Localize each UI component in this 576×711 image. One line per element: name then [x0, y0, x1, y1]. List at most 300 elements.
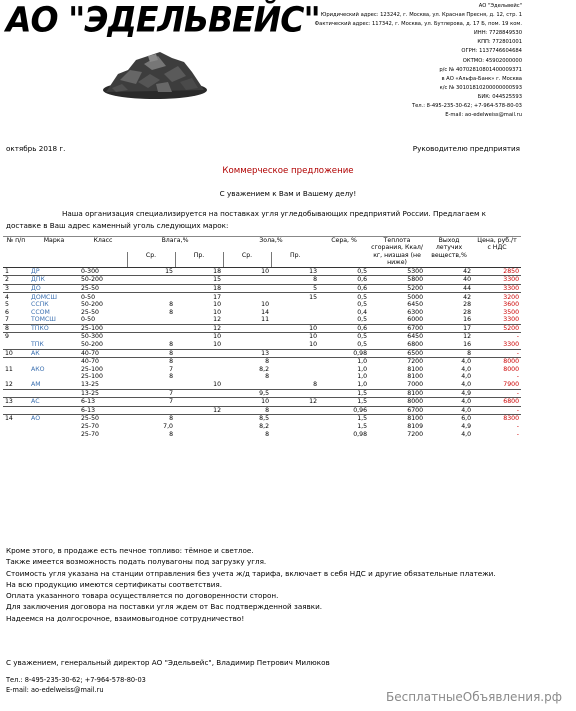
- cell-price: 3300: [503, 284, 520, 292]
- header-ash: Зола,%: [223, 237, 319, 252]
- footer-line: Также имеется возможность подать полувагоны под загрузку угля.: [6, 557, 267, 567]
- cell-class: 25-100: [81, 365, 103, 373]
- cell-price: -: [516, 373, 520, 381]
- footer-line: Для заключения договора на поставки угля ждем от Вас подтвержденной заявки.: [6, 602, 323, 612]
- cell-moisture-avg: 7,0: [163, 423, 173, 430]
- cell-moisture-max: 17: [213, 293, 222, 301]
- cell-sulfur: 0,5: [357, 341, 368, 349]
- cell-class: 6-13: [81, 406, 96, 414]
- cell-moisture-max: [175, 398, 223, 407]
- cell-heat: 6700: [407, 406, 424, 414]
- cell-price: 3500: [503, 308, 520, 316]
- cell-moisture-avg: 8: [169, 301, 173, 309]
- cell-moisture-avg: 7: [169, 398, 173, 406]
- cell-ash-max: [271, 415, 319, 423]
- cell-num: 7: [5, 316, 9, 324]
- contacts: [6, 676, 146, 695]
- cell-ash-max: [271, 301, 319, 309]
- cell-brand: АО: [31, 415, 41, 423]
- cell-moisture-max: [175, 358, 223, 366]
- cell-heat: 5000: [407, 293, 424, 301]
- cell-volatile: 16: [463, 341, 472, 349]
- cell-ash-avg: 10: [261, 267, 270, 275]
- cell-brand: ТОМСШ: [31, 316, 56, 324]
- cell-moisture-max: [175, 415, 223, 423]
- header-ash-max: Пр.: [271, 252, 319, 267]
- cell-heat: 5800: [407, 276, 424, 284]
- table-row: [3, 284, 521, 293]
- cell-class: 25-100: [81, 373, 103, 381]
- cell-volatile: 28: [463, 301, 472, 309]
- cell-sulfur: 0,98: [353, 430, 368, 438]
- cell-sulfur: 0,98: [353, 349, 368, 357]
- cell-ash-max: 10: [309, 324, 318, 332]
- cell-ash-max: [271, 431, 319, 439]
- cell-ash-max: 10: [309, 341, 318, 349]
- cell-sulfur: 0,6: [357, 284, 368, 292]
- cell-num: [3, 389, 29, 398]
- cell-sulfur: 1,5: [357, 398, 368, 406]
- cell-heat: 7200: [407, 430, 424, 438]
- cell-heat: 6450: [407, 333, 424, 341]
- cell-price: -: [516, 406, 520, 414]
- cell-heat: 8100: [407, 389, 424, 397]
- cell-ash-max: [271, 349, 319, 358]
- cell-brand: [29, 358, 79, 366]
- cell-moisture-avg: 15: [165, 267, 173, 275]
- cell-moisture-avg: 7: [169, 365, 173, 373]
- header-class: Класс: [79, 237, 127, 252]
- cell-moisture-max: [175, 366, 223, 374]
- cell-sulfur: 0,5: [357, 333, 368, 341]
- cell-moisture-avg: 8: [169, 430, 173, 438]
- cell-class: 25-100: [81, 324, 103, 332]
- company-title: АО "ЭДЕЛЬВЕЙС": [6, 0, 320, 40]
- cell-brand: [29, 373, 79, 381]
- cell-num: 2: [5, 276, 9, 284]
- cell-num: 13: [5, 398, 13, 406]
- cell-moisture-max: 18: [213, 284, 222, 292]
- cell-price: 3300: [503, 316, 520, 324]
- cell-num: [3, 341, 29, 349]
- cell-num: 11: [5, 365, 13, 373]
- cell-volatile: 4,0: [461, 430, 472, 438]
- header-volatile: Выход летучих веществ,%: [425, 237, 473, 268]
- cell-ash-avg: 13: [261, 349, 270, 357]
- cell-ash-max: [271, 358, 319, 366]
- cell-moisture-max: 10: [213, 381, 222, 389]
- cell-moisture-avg: 7: [169, 389, 173, 397]
- footer-line: Кроме этого, в продаже есть печное топливо: тёмное и светлое.: [6, 546, 254, 555]
- cell-price: 3300: [503, 276, 520, 284]
- cell-num: [3, 431, 29, 439]
- table-row: [3, 324, 521, 333]
- cell-heat: 8109: [407, 423, 424, 430]
- table-row: [3, 358, 521, 366]
- cell-num: 8: [5, 324, 9, 332]
- cell-moisture-avg: [127, 324, 175, 333]
- cell-brand: ДПК: [31, 276, 45, 284]
- cell-ash-avg: 10: [261, 398, 270, 406]
- header-heat: Теплота сгорания, Ккал/кг, низшая (не ниже): [369, 237, 425, 268]
- cell-volatile: 44: [463, 284, 472, 292]
- cell-ash-max: [271, 309, 319, 317]
- cell-heat: 5300: [407, 267, 424, 275]
- signature: С уважением, генеральный директор АО "Эдельвейс", Владимир Петрович Милюков: [6, 658, 330, 667]
- cell-class: 50-300: [81, 333, 103, 341]
- cell-price: -: [516, 389, 520, 397]
- cell-price: 8000: [503, 358, 520, 366]
- cell-volatile: 4,0: [461, 406, 472, 414]
- cell-volatile: 17: [463, 324, 472, 332]
- table-row: [3, 341, 521, 349]
- table-row: [3, 373, 521, 381]
- cell-ash-max: 8: [313, 276, 318, 284]
- cell-class: 0-300: [81, 267, 99, 275]
- cell-ash-avg: 14: [261, 308, 270, 316]
- cell-moisture-avg: 8: [169, 341, 173, 349]
- contact-email: E-mail: ao-edelweiss@mail.ru: [6, 685, 104, 694]
- cell-ash-max: [271, 389, 319, 398]
- table-row: [3, 431, 521, 439]
- cell-ash-max: 15: [309, 293, 318, 301]
- cell-moisture-max: [175, 423, 223, 431]
- cell-brand: ДР: [31, 267, 40, 275]
- table-row: [3, 381, 521, 389]
- cell-num: 14: [5, 415, 13, 423]
- cell-sulfur: 0,4: [357, 308, 368, 316]
- cell-ash-max: 13: [309, 267, 318, 275]
- cell-sulfur: 0,5: [357, 293, 368, 301]
- footer-line: Надеемся на долгосрочное, взаимовыгодное сотрудничество!: [6, 613, 245, 623]
- footer-line: На всю продукцию имеются сертификаты соответствия.: [6, 579, 222, 589]
- cell-heat: 5200: [407, 284, 424, 292]
- cell-class: 50-200: [81, 276, 103, 284]
- header-price: Цена, руб./т с НДС: [473, 237, 521, 268]
- table-row: [3, 333, 521, 341]
- cell-moisture-max: [175, 389, 223, 398]
- header-moisture-avg: Ср.: [127, 252, 175, 267]
- cell-brand: ДО: [31, 284, 41, 292]
- cell-volatile: 4,0: [461, 358, 472, 366]
- cell-heat: 6450: [407, 301, 424, 309]
- table-row: [3, 366, 521, 374]
- cell-num: [3, 358, 29, 366]
- cell-ash-avg: 9,5: [259, 389, 270, 397]
- cell-price: -: [516, 430, 520, 438]
- offer-title: Коммерческое предложение: [222, 166, 354, 176]
- cell-volatile: 4,0: [461, 373, 472, 381]
- cell-ash-max: 10: [309, 333, 318, 341]
- cell-ash-avg: [223, 324, 271, 333]
- cell-moisture-avg: [127, 284, 175, 293]
- cell-num: 9: [5, 333, 9, 341]
- addressee: Руководителю предприятия: [412, 144, 520, 153]
- cell-heat: 8100: [407, 415, 424, 423]
- requisite-line: ОКТМО: 45902000000: [462, 57, 522, 64]
- greeting: С уважением к Вам и Вашему делу!: [219, 189, 357, 198]
- requisite-line: АО "Эдельвейс": [478, 3, 522, 9]
- cell-heat: 6300: [407, 308, 424, 316]
- requisite-line: р/с № 40702810801400009371: [439, 66, 522, 73]
- cell-brand: АК: [31, 349, 40, 357]
- company-requisites: [252, 2, 522, 120]
- cell-class: 25-70: [81, 423, 99, 430]
- header-num: № п/п: [3, 237, 29, 252]
- cell-heat: 8100: [407, 365, 424, 373]
- header-sulfur: Сера, %: [319, 237, 369, 252]
- table-row: [3, 309, 521, 317]
- cell-price: 3300: [503, 341, 520, 349]
- cell-ash-max: 12: [309, 398, 318, 406]
- cell-class: 0-50: [81, 293, 96, 301]
- requisite-email: E-mail: ao-edelweiss@mail.ru: [445, 112, 522, 119]
- header-moisture-max: Пр.: [175, 252, 223, 267]
- cell-class: 25-50: [81, 308, 99, 316]
- cell-class: 13-25: [81, 381, 99, 389]
- cell-price: 3600: [503, 301, 520, 309]
- cell-class: 50-200: [81, 341, 103, 349]
- cell-brand: ССОМ: [31, 308, 50, 316]
- cell-ash-avg: [223, 333, 271, 341]
- cell-moisture-max: 12: [213, 406, 222, 414]
- cell-num: [3, 423, 29, 431]
- cell-moisture-avg: [127, 406, 175, 415]
- cell-moisture-max: 12: [213, 316, 222, 324]
- cell-volatile: 16: [463, 316, 472, 324]
- intro-paragraph: Наша организация специализируется на поставках угля угледобывающих предприятий России. Предлагаем к доставке в Ваш адрес каменный уголь следующих марок:: [6, 209, 487, 230]
- requisite-line: Юридический адрес: 123242, г. Москва, ул. Красная Пресня, д. 12, стр. 1: [320, 12, 522, 19]
- cell-class: 40-70: [81, 349, 99, 357]
- table-row: [3, 267, 521, 276]
- cell-brand: ТПК: [31, 341, 44, 349]
- header-ash-avg: Ср.: [223, 252, 271, 267]
- cell-num: [3, 373, 29, 381]
- cell-ash-avg: 10: [261, 301, 270, 309]
- cell-moisture-avg: 8: [169, 415, 173, 423]
- cell-price: 2850: [503, 267, 520, 275]
- requisite-line: Тел.: 8-495-235-30-62; +7-964-578-80-03: [411, 103, 522, 110]
- cell-class: 25-70: [81, 430, 99, 438]
- cell-volatile: 4,0: [461, 398, 472, 406]
- cell-moisture-avg: 8: [169, 373, 173, 381]
- cell-num: 1: [5, 267, 9, 275]
- cell-volatile: 4,9: [461, 389, 472, 397]
- cell-brand: АМ: [31, 381, 41, 389]
- cell-ash-avg: [223, 341, 271, 349]
- table-row: [3, 316, 521, 324]
- cell-sulfur: 1,0: [357, 373, 368, 381]
- cell-brand: [29, 389, 79, 398]
- cell-heat: 6800: [407, 341, 424, 349]
- cell-moisture-avg: 8: [169, 358, 173, 366]
- cell-moisture-max: 10: [213, 333, 222, 341]
- cell-num: 12: [5, 381, 13, 389]
- table-row: [3, 293, 521, 301]
- cell-class: 25-50: [81, 284, 99, 292]
- cell-moisture-avg: [127, 316, 175, 324]
- cell-ash-avg: 8,2: [259, 423, 270, 430]
- cell-volatile: 4,0: [461, 365, 472, 373]
- cell-price: 8300: [503, 415, 520, 423]
- cell-ash-avg: 8,5: [259, 415, 270, 423]
- cell-volatile: 4,0: [461, 381, 472, 389]
- footer-line: Оплата указанного товара осуществляется по договоренности сторон.: [6, 591, 279, 601]
- cell-ash-avg: [223, 276, 271, 285]
- footer-notes: [6, 545, 526, 624]
- cell-moisture-avg: [127, 333, 175, 341]
- table-row: [3, 415, 521, 423]
- table-row: [3, 276, 521, 285]
- requisite-line: к/с № 30101810200000000593: [439, 84, 522, 91]
- cell-heat: 6000: [407, 316, 424, 324]
- letter-date: октябрь 2018 г.: [6, 144, 66, 153]
- cell-moisture-avg: [127, 293, 175, 301]
- cell-sulfur: 1,0: [357, 358, 368, 366]
- requisite-line: в АО «Альфа-Банк» г. Москва: [441, 75, 522, 82]
- cell-brand: ДОМСШ: [31, 293, 57, 301]
- cell-sulfur: 0,96: [353, 406, 368, 414]
- cell-class: 25-50: [81, 415, 99, 423]
- cell-volatile: 6,0: [461, 415, 472, 423]
- cell-num: 3: [5, 284, 9, 292]
- footer-line: Стоимость угля указана на станции отправления без учета ж/д тарифа, включает в себя НДС и другие обязательные платежи.: [6, 568, 496, 578]
- cell-price: -: [516, 423, 520, 430]
- cell-class: 6-13: [81, 398, 96, 406]
- watermark: БесплатныеОбъявления.рф: [386, 690, 562, 704]
- cell-price: 7900: [503, 381, 520, 389]
- cell-heat: 7200: [407, 358, 424, 366]
- table-row: [3, 423, 521, 431]
- cell-volatile: 42: [463, 293, 472, 301]
- table-row: [3, 349, 521, 358]
- table-row: [3, 301, 521, 309]
- cell-price: 8000: [503, 365, 520, 373]
- cell-moisture-max: [175, 373, 223, 381]
- cell-volatile: 4,9: [461, 423, 472, 430]
- cell-ash-avg: 11: [261, 316, 270, 324]
- cell-sulfur: 1,5: [357, 423, 368, 430]
- cell-moisture-max: 10: [213, 341, 222, 349]
- cell-sulfur: 0,5: [357, 316, 368, 324]
- cell-heat: 6700: [407, 324, 424, 332]
- cell-class: 40-70: [81, 358, 99, 366]
- cell-ash-avg: 8: [265, 430, 270, 438]
- requisite-line: Фактический адрес: 117342, г. Москва, ул. Бутлерова, д. 17 Б, пом. 19 ком.: [314, 21, 522, 28]
- cell-sulfur: 0,6: [357, 324, 368, 332]
- cell-moisture-max: 18: [213, 267, 222, 275]
- cell-ash-max: [271, 423, 319, 431]
- cell-ash-avg: [223, 381, 271, 389]
- table-row: [3, 389, 521, 398]
- cell-sulfur: 0,5: [357, 267, 368, 275]
- price-table: [3, 236, 521, 438]
- cell-ash-avg: [223, 284, 271, 293]
- cell-price: 6800: [503, 398, 520, 406]
- cell-volatile: 28: [463, 308, 472, 316]
- cell-sulfur: 1,0: [357, 365, 368, 373]
- cell-sulfur: 0,5: [357, 301, 368, 309]
- cell-sulfur: 1,0: [357, 381, 368, 389]
- cell-price: 3200: [503, 293, 520, 301]
- cell-volatile: 40: [463, 276, 472, 284]
- cell-moisture-max: 10: [213, 301, 222, 309]
- cell-num: 5: [5, 301, 9, 309]
- cell-ash-max: 5: [313, 284, 318, 292]
- requisite-line: КПП: 772801001: [477, 39, 522, 46]
- cell-brand: АКО: [31, 365, 45, 373]
- cell-ash-max: [271, 366, 319, 374]
- requisite-line: ИНН: 7728849530: [473, 30, 522, 37]
- cell-price: -: [516, 333, 520, 341]
- cell-sulfur: 1,5: [357, 389, 368, 397]
- cell-moisture-max: 12: [213, 324, 222, 332]
- cell-heat: 8100: [407, 373, 424, 381]
- cell-volatile: 8: [467, 349, 472, 357]
- header-moisture: Влага,%: [127, 237, 223, 252]
- cell-num: 4: [5, 293, 9, 301]
- cell-brand: ТПКО: [31, 324, 49, 332]
- cell-ash-avg: 8,2: [259, 365, 270, 373]
- cell-heat: 8000: [407, 398, 424, 406]
- cell-brand: [29, 406, 79, 415]
- cell-ash-max: 8: [313, 381, 318, 389]
- cell-ash-avg: 8: [265, 406, 270, 414]
- cell-num: [3, 406, 29, 415]
- cell-heat: 6500: [407, 349, 424, 357]
- cell-volatile: 42: [463, 267, 472, 275]
- cell-sulfur: 0,6: [357, 276, 368, 284]
- cell-moisture-max: 10: [213, 308, 222, 316]
- cell-moisture-max: [175, 431, 223, 439]
- cell-ash-avg: 8: [265, 358, 270, 366]
- cell-price: -: [516, 349, 520, 357]
- coal-pile-image: [100, 40, 210, 100]
- cell-class: 0-50: [81, 316, 96, 324]
- cell-moisture-max: [175, 349, 223, 358]
- cell-class: 50-200: [81, 301, 103, 309]
- requisite-line: БИК: 044525593: [477, 93, 522, 100]
- table-row: [3, 406, 521, 415]
- cell-brand: [29, 333, 79, 341]
- cell-moisture-avg: [127, 381, 175, 389]
- contact-phone: Тел.: 8-495-235-30-62; +7-964-578-80-03: [6, 676, 146, 684]
- cell-moisture-avg: 8: [169, 349, 173, 357]
- cell-heat: 7000: [407, 381, 424, 389]
- cell-num: 6: [5, 308, 9, 316]
- cell-class: 13-25: [81, 389, 99, 397]
- cell-moisture-max: 15: [213, 276, 222, 284]
- cell-volatile: 12: [463, 333, 472, 341]
- cell-ash-avg: [223, 293, 271, 301]
- cell-price: 5200: [503, 324, 520, 332]
- cell-ash-avg: 8: [265, 373, 270, 381]
- requisite-line: ОГРН: 1137746604684: [461, 48, 522, 55]
- cell-brand: ССПК: [31, 301, 49, 309]
- cell-moisture-avg: [127, 276, 175, 285]
- header-brand: Марка: [29, 237, 79, 252]
- table-row: [3, 398, 521, 407]
- cell-sulfur: 1,5: [357, 415, 368, 423]
- cell-moisture-avg: 8: [169, 308, 173, 316]
- cell-num: 10: [5, 349, 13, 357]
- cell-brand: [29, 423, 79, 431]
- cell-ash-max: [271, 316, 319, 324]
- cell-brand: АС: [31, 398, 40, 406]
- cell-ash-max: [271, 373, 319, 381]
- cell-ash-max: [271, 406, 319, 415]
- cell-brand: [29, 431, 79, 439]
